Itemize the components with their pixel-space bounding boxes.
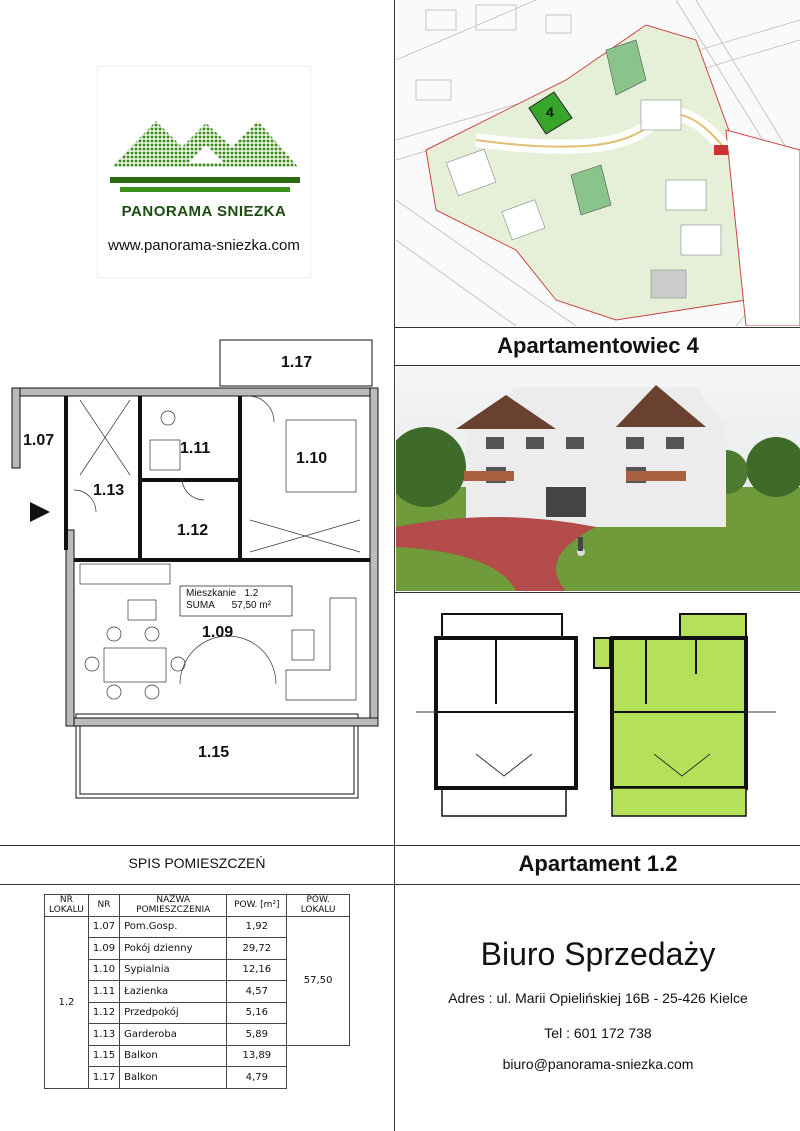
- room-label-1-17: 1.17: [281, 354, 313, 371]
- row-name: Pokój dzienny: [120, 938, 227, 960]
- row-area: 5,16: [227, 1002, 287, 1024]
- room-label-1-13: 1.13: [93, 482, 125, 499]
- sales-office-email[interactable]: biuro@panorama-sniezka.com: [502, 1056, 694, 1072]
- room-label-1-11: 1.11: [180, 440, 211, 457]
- logo-title: PANORAMA SNIEZKA: [121, 203, 287, 220]
- sales-office-address: Adres : ul. Marii Opielińskiej 16B - 25-426 Kielce: [448, 990, 748, 1006]
- right-divider-2: [394, 365, 800, 366]
- row-area: 12,16: [227, 959, 287, 981]
- building-number: 4: [546, 104, 554, 120]
- row-area: 1,92: [227, 916, 287, 938]
- table-header-row: [45, 895, 350, 917]
- apartment-summary: [186, 588, 290, 612]
- summary-label-1: Mieszkanie: [186, 588, 237, 599]
- header-nr: NR: [88, 895, 119, 917]
- row-name: Balkon: [120, 1045, 227, 1067]
- vertical-divider-bottom: [394, 845, 395, 1131]
- room-label-1-09: 1.09: [202, 624, 234, 641]
- building-floor-plan: [396, 594, 800, 844]
- row-nr: 1.11: [88, 981, 119, 1003]
- horizontal-divider-table: [0, 884, 800, 885]
- row-nr: 1.07: [88, 916, 119, 938]
- row-name: Balkon: [120, 1067, 227, 1089]
- unit-number: 1.2: [45, 916, 89, 1088]
- row-name: Garderoba: [120, 1024, 227, 1046]
- row-name: Łazienka: [120, 981, 227, 1003]
- building-render: [396, 367, 800, 591]
- sales-office-title: Biuro Sprzedaży: [480, 936, 716, 972]
- row-nr: 1.17: [88, 1067, 119, 1089]
- row-area: 13,89: [227, 1045, 287, 1067]
- sales-office-phone[interactable]: Tel : 601 172 738: [544, 1025, 652, 1041]
- row-area: 4,79: [227, 1067, 287, 1089]
- summary-label-2: SUMA: [186, 600, 215, 611]
- mountain-logo-icon: [98, 67, 312, 197]
- room-label-1-12: 1.12: [177, 522, 209, 539]
- summary-value-1: 1.2: [244, 588, 259, 599]
- building-title: Apartamentowiec 4: [497, 333, 699, 358]
- row-nr: 1.12: [88, 1002, 119, 1024]
- row-name: Pom.Gosp.: [120, 916, 227, 938]
- apartment-title: Apartament 1.2: [518, 851, 678, 876]
- row-nr: 1.15: [88, 1045, 119, 1067]
- row-name: Przedpokój: [120, 1002, 227, 1024]
- website-link[interactable]: www.panorama-sniezka.com: [108, 237, 300, 254]
- header-nr-lokalu: NR LOKALU: [45, 895, 89, 917]
- empty-cell: [287, 1045, 350, 1088]
- row-nr: 1.09: [88, 938, 119, 960]
- room-label-1-15: 1.15: [198, 744, 230, 761]
- room-label-1-07: 1.07: [23, 432, 55, 449]
- row-name: Sypialnia: [120, 959, 227, 981]
- rooms-table: [44, 894, 350, 1089]
- row-area: 29,72: [227, 938, 287, 960]
- row-area: 5,89: [227, 1024, 287, 1046]
- unit-total-area: 57,50: [287, 916, 350, 1045]
- table-row: [45, 916, 350, 938]
- vertical-divider-top: [394, 0, 395, 845]
- site-map: [396, 0, 800, 326]
- header-total: POW. LOKALU: [287, 895, 350, 917]
- apartment-floor-plan: [0, 330, 394, 830]
- header-area: POW. [m²]: [227, 895, 287, 917]
- header-name: NAZWA POMIESZCZENIA: [120, 895, 227, 917]
- rooms-list-heading: SPIS POMIESZCZEŃ: [128, 855, 266, 871]
- row-nr: 1.10: [88, 959, 119, 981]
- right-divider-1: [394, 327, 800, 328]
- row-area: 4,57: [227, 981, 287, 1003]
- table-row: [45, 1045, 350, 1067]
- summary-value-2: 57,50 m²: [231, 600, 272, 611]
- logo-block: [97, 66, 311, 278]
- room-label-1-10: 1.10: [296, 450, 328, 467]
- row-nr: 1.13: [88, 1024, 119, 1046]
- horizontal-divider-mid: [0, 845, 800, 846]
- right-divider-3: [394, 592, 800, 593]
